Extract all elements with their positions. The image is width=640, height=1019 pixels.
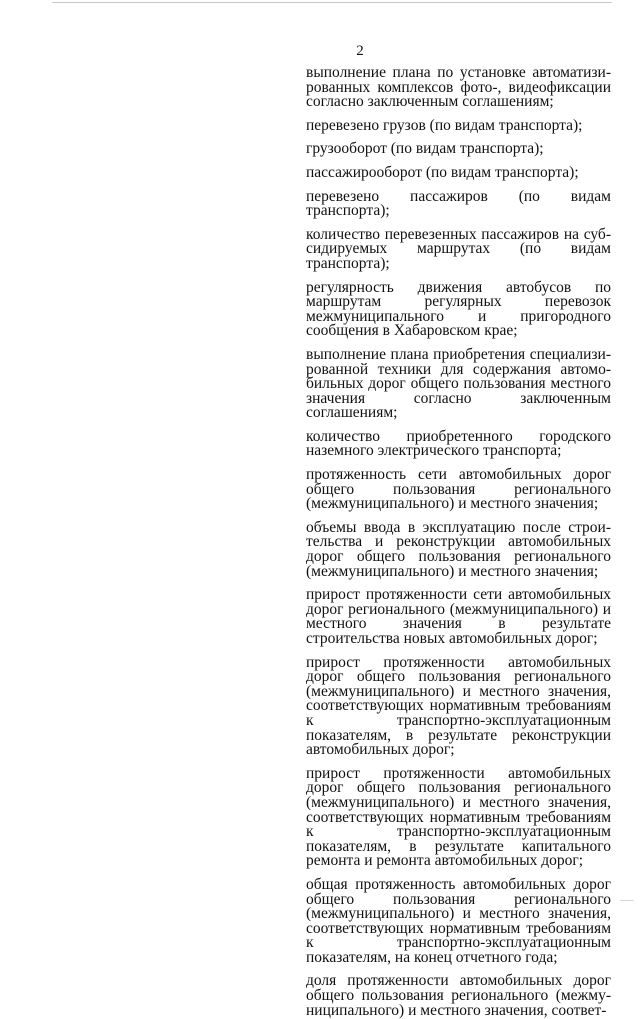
list-item: пассажирооборот (по видам транспорта);: [306, 163, 579, 181]
list-item: количество перевезенных пассажиров на субсидируемых маршрутах (по видам транспорта);: [306, 225, 611, 272]
list-item: прирост протяженности сети автомобильных дорог регионального (межмуниципального) и местного значения в результате строительства новых автомобильных дорог;: [306, 586, 611, 647]
list-item: грузооборот (по видам транспорта);: [306, 140, 544, 158]
list-item: прирост протяженности автомобильных дорог общего пользования регионального (межмуниципального) и местного значения, соответствующих нормативным требованиям к транспортно-эксплуатационным показателям, в результате реконструкции автомобильных дорог;: [306, 653, 611, 759]
list-item: перевезено грузов (по видам транспорта);: [306, 116, 583, 134]
list-item: выполнение плана приобретения специализированной техники для содержания автомобильных дорог общего пользования местного значения согласно заключенным соглашениям;: [306, 345, 611, 422]
list-item: протяженность сети автомобильных дорог общего пользования регионального (межмуниципального) и местного значения;: [306, 466, 611, 513]
indicator-list: [306, 66, 611, 1018]
list-item: прирост протяженности автомобильных дорог общего пользования регионального (межмуниципального) и местного значения, соответствующих нормативным требованиям к транспортно-эксплуатационным показателям, в результате капитального ремонта и ремонта автомобильных дорог;: [306, 764, 611, 870]
list-item: доля протяженности автомобильных дорог общего пользования регионального (межмуниципального) и местного значения, соответ-: [306, 972, 611, 1019]
list-item: общая протяженность автомобильных дорог общего пользования регионального (межмуниципального) и местного значения, соответствующих нормативным требованиям к транспортно-эксплуатационным показателям, на конец отчетного года;: [306, 875, 611, 966]
top-divider: [52, 2, 612, 3]
scan-edge-mark: [620, 900, 634, 901]
list-item: перевезено пассажиров (по видам транспорта);: [306, 187, 611, 220]
list-item: объемы ввода в эксплуатацию после строительства и реконструкции автомобильных дорог общего пользования регионального (межмуниципального) и местного значения;: [306, 518, 611, 580]
page-number: 2: [356, 43, 364, 59]
list-item: регулярность движения автобусов по маршрутам регулярных перевозок межмуниципального и пригородного сообщения в Хабаровском крае;: [306, 278, 611, 340]
list-item: выполнение плана по установке автоматизированных комплексов фото-, видеофиксации согласно заключенным соглашениям;: [306, 64, 611, 111]
list-item: количество приобретенного городского наземного электрического транспорта;: [306, 427, 611, 460]
